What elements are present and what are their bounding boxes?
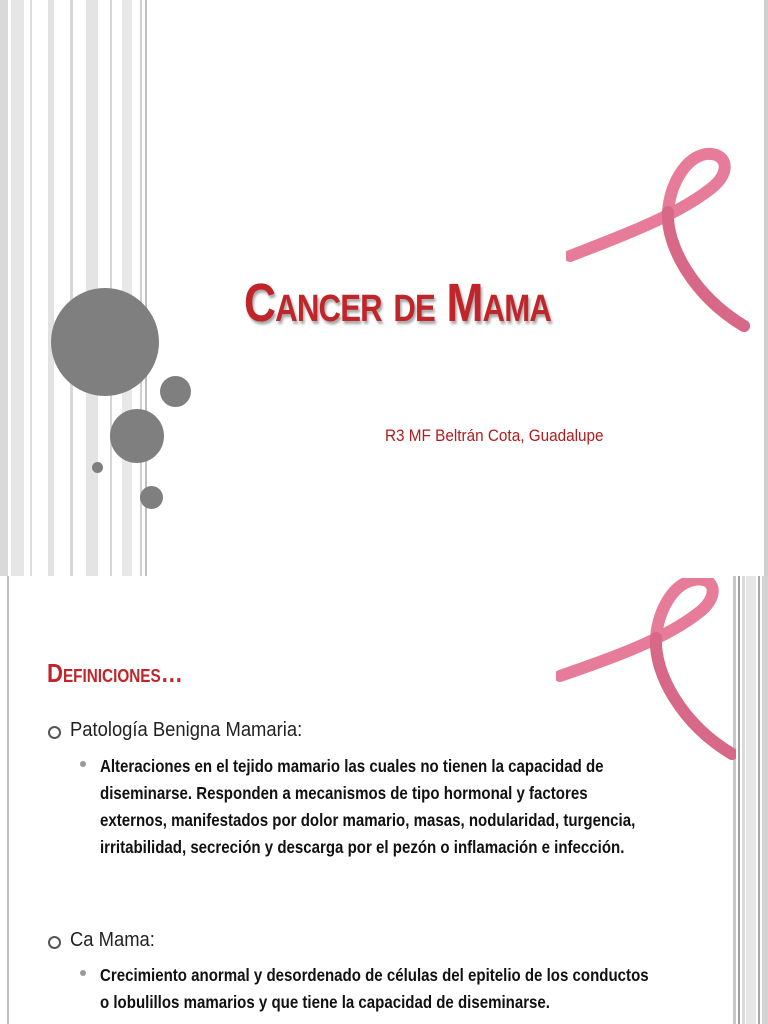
decor-circle-large [51,288,159,396]
ring-bullet-icon [48,936,61,949]
decor-stripe [758,576,760,1024]
decor-stripe [746,576,756,1024]
decor-circle-small [92,462,103,473]
ring-bullet-icon [48,726,61,739]
decor-stripe [7,576,9,1024]
author-line: R3 MF Beltrán Cota, Guadalupe [385,426,604,445]
decor-stripe [0,0,8,576]
decor-stripe [0,576,7,1024]
decor-stripe [70,0,73,576]
decor-circle [160,376,191,407]
section-heading: Definiciones… [47,658,183,688]
decor-stripe [738,576,740,1024]
pink-ribbon-icon [566,146,750,336]
definition-term: Patología Benigna Mamaria: [70,719,303,741]
dot-bullet-icon [80,970,86,976]
definition-term: Ca Mama: [70,929,155,951]
definition-text: Alteraciones en el tejido mamario las cuales no tienen la capacidad de diseminarse. Responden a mecanismos de tipo hormonal y factores externos, manifestados por dolor mamario, masas, nodularidad, turgencia, irritabilidad, secreción y descarga por el pezón o inflamación e infección. [100,756,636,857]
definition-text: Crecimiento anormal y desordenado de células del epitelio de los conductos o lobulillos mamarios y que tiene la capacidad de diseminarse. [100,965,649,1012]
dot-bullet-icon [80,761,86,767]
decor-stripe [30,0,32,576]
presentation-title: Cancer de Mama [244,273,552,333]
decor-stripe [11,0,24,576]
decor-stripe [742,576,745,1024]
pink-ribbon-icon [556,578,736,763]
decor-stripe [122,0,132,576]
decor-stripe [48,0,54,576]
definitions-slide [0,576,768,1024]
decor-circle [110,409,164,463]
decor-stripe [762,576,768,1024]
decor-circle [140,486,163,509]
decor-stripe [764,0,768,576]
